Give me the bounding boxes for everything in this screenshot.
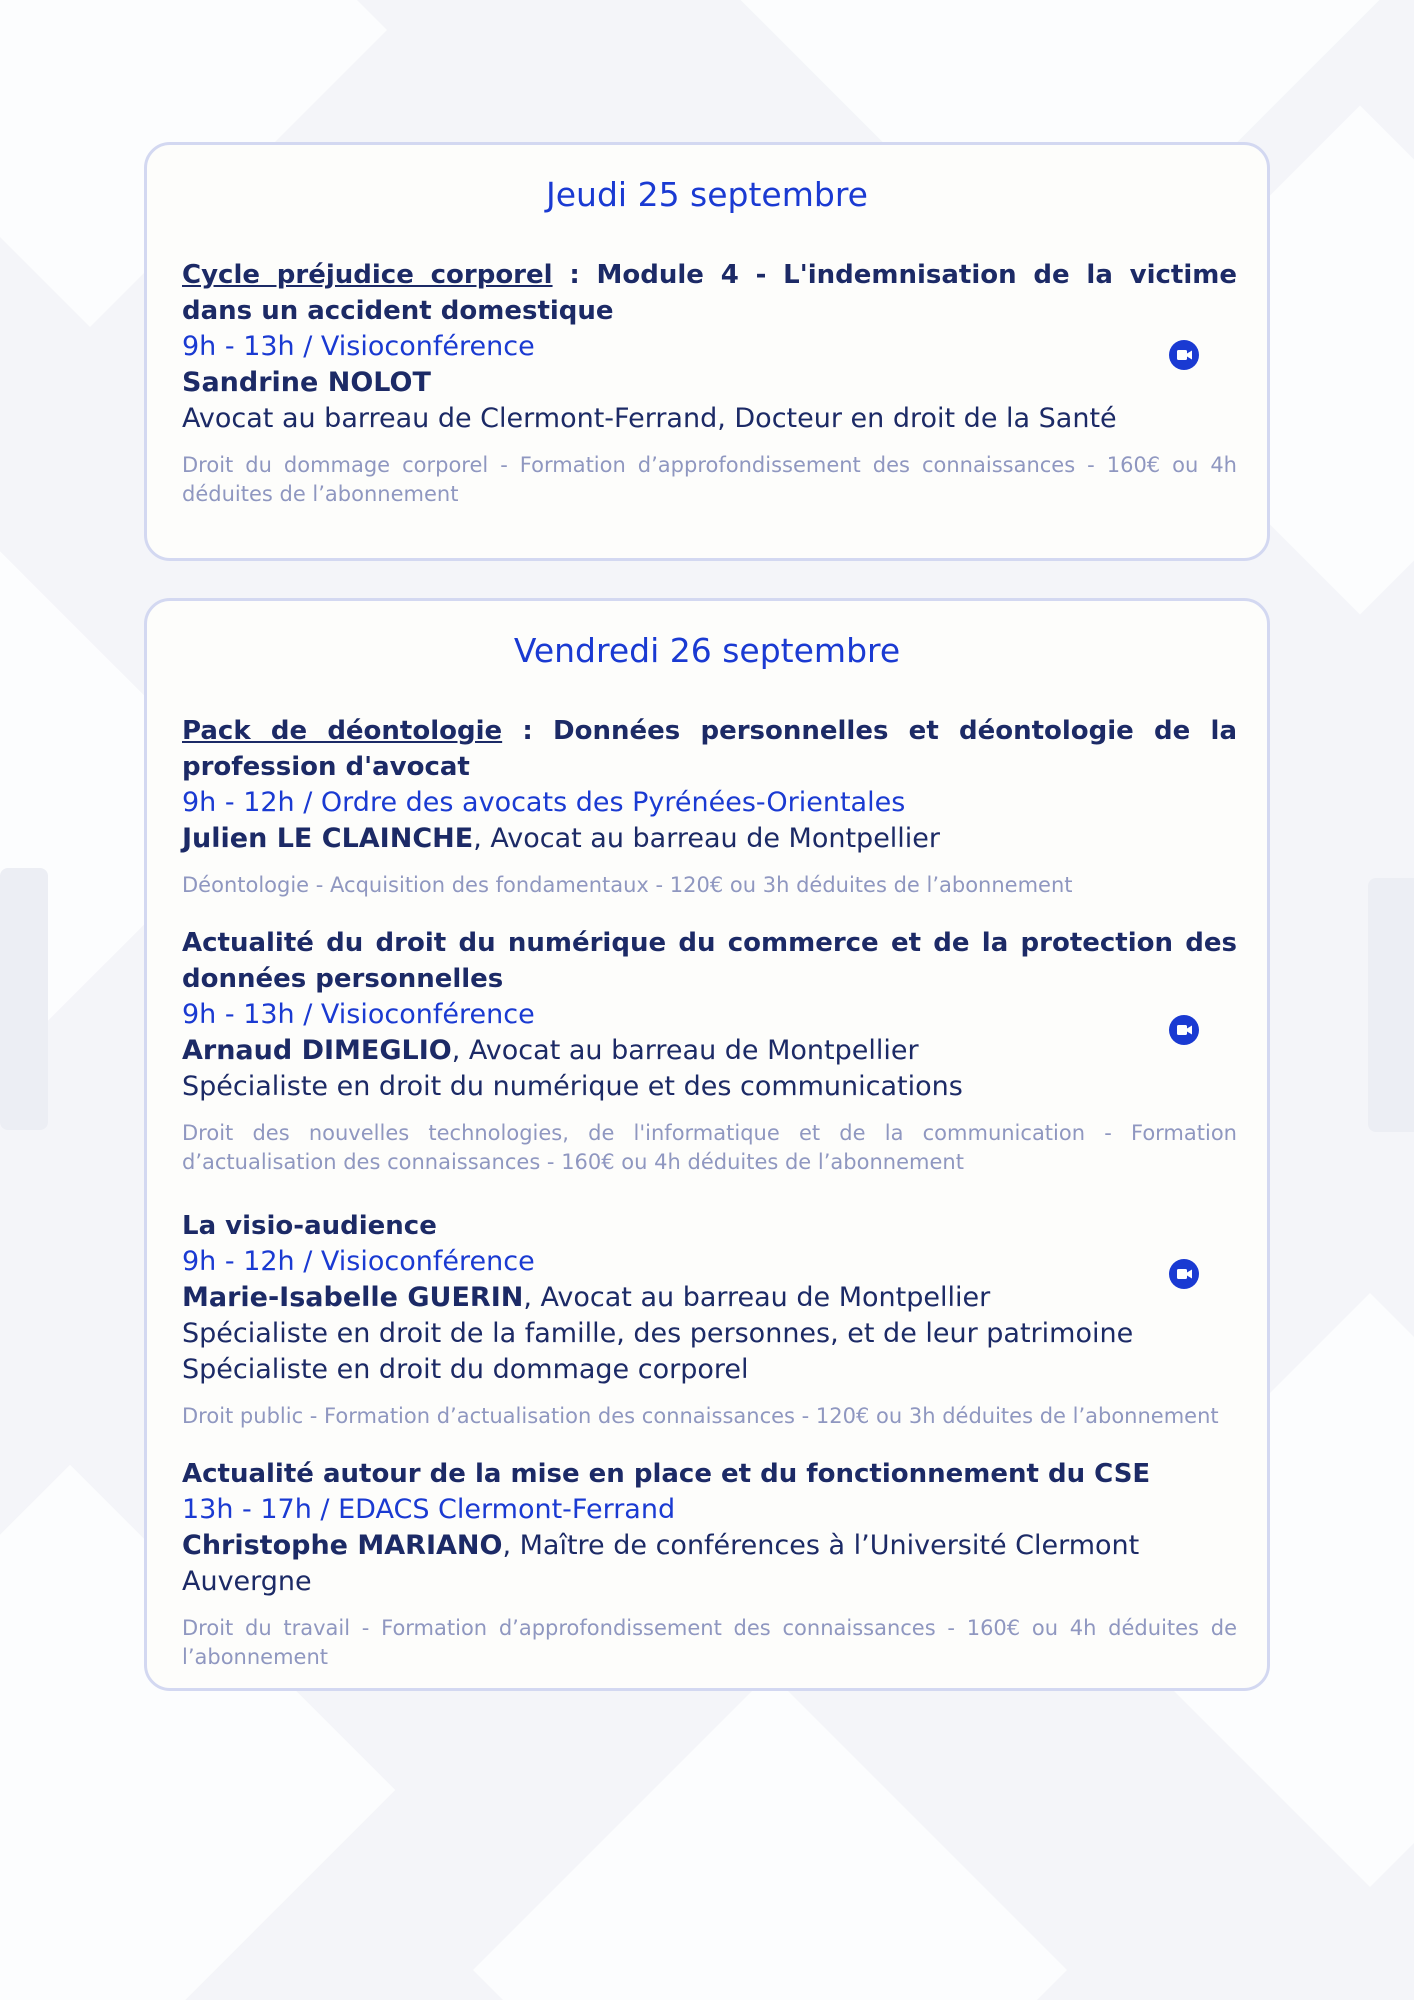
entry-title: La visio-audience: [182, 1211, 437, 1241]
speaker-specialty: Spécialiste en droit du dommage corporel: [182, 1354, 749, 1385]
speaker-name: Sandrine NOLOT: [182, 367, 431, 398]
entry-details: Droit public - Formation d’actualisation des connaissances - 120€ ou 3h déduites de l’abonnement: [182, 1404, 1219, 1428]
video-camera-icon: [1169, 340, 1199, 370]
training-entry: [182, 925, 1237, 1177]
entry-title: Cycle préjudice corporel : Module 4 - L'indemnisation de la victime dans un accident domestique: [182, 260, 1238, 326]
pack-link[interactable]: Pack de déontologie: [182, 716, 503, 746]
left-side-tab: [0, 868, 48, 1130]
entry-title: Pack de déontologie : Données personnelles et déontologie de la profession d'avocat: [182, 716, 1237, 782]
entry-time-location: 9h - 13h / Visioconférence: [182, 999, 535, 1030]
speaker-specialty: Spécialiste en droit de la famille, des personnes, et de leur patrimoine: [182, 1318, 1134, 1349]
day-card-friday: [144, 598, 1270, 1691]
entry-time-location: 9h - 13h / Visioconférence: [182, 331, 535, 362]
speaker-specialty: Spécialiste en droit du numérique et des communications: [182, 1071, 963, 1102]
training-entry: [182, 257, 1237, 509]
cycle-link[interactable]: Cycle préjudice corporel: [182, 260, 553, 290]
entry-details: Droit des nouvelles technologies, de l'informatique et de la communication - Formation d’actualisation des connaissances - 160€ ou 4h déduites de l’abonnement: [182, 1121, 1237, 1174]
speaker: Christophe MARIANO, Maître de conférences à l’Université Clermont Auvergne: [182, 1530, 1140, 1597]
speaker: Marie-Isabelle GUERIN, Avocat au barreau de Montpellier: [182, 1282, 991, 1313]
entry-details: Droit du travail - Formation d’approfondissement des connaissances - 160€ ou 4h déduites de l’abonnement: [182, 1616, 1237, 1669]
entry-title: Actualité du droit du numérique du commerce et de la protection des données personnelles: [182, 928, 1237, 994]
entry-details: Déontologie - Acquisition des fondamentaux - 120€ ou 3h déduites de l’abonnement: [182, 873, 1073, 897]
video-camera-icon: [1169, 1259, 1199, 1289]
video-camera-icon: [1169, 1015, 1199, 1045]
entry-time-location: 9h - 12h / Visioconférence: [182, 1246, 535, 1277]
day-card-thursday: [144, 142, 1270, 561]
entry-time-location: 9h - 12h / Ordre des avocats des Pyrénées-Orientales: [182, 787, 906, 818]
training-entry: [182, 1208, 1237, 1431]
speaker: Arnaud DIMEGLIO, Avocat au barreau de Montpellier: [182, 1035, 919, 1066]
training-entry: [182, 1456, 1237, 1672]
training-entry: [182, 713, 1237, 900]
day-heading: Jeudi 25 septembre: [546, 175, 868, 214]
day-heading: Vendredi 26 septembre: [513, 631, 901, 670]
entry-title: Actualité autour de la mise en place et du fonctionnement du CSE: [182, 1459, 1151, 1489]
entry-time-location: 13h - 17h / EDACS Clermont-Ferrand: [182, 1494, 676, 1525]
speaker: Julien LE CLAINCHE, Avocat au barreau de Montpellier: [182, 823, 941, 854]
speaker-description: Avocat au barreau de Clermont-Ferrand, Docteur en droit de la Santé: [182, 403, 1117, 434]
right-side-tab: [1368, 878, 1414, 1132]
entry-details: Droit du dommage corporel - Formation d’approfondissement des connaissances - 160€ ou 4h déduites de l’abonnement: [182, 453, 1237, 506]
